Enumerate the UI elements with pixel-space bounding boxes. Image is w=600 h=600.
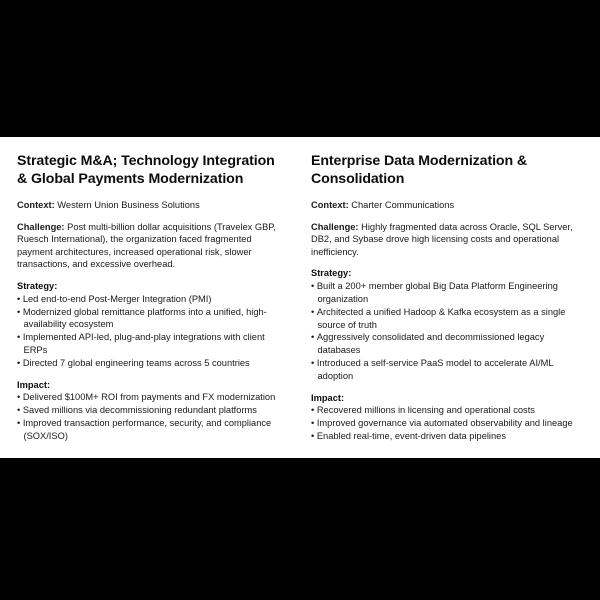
context-label: Context: <box>17 200 55 210</box>
impact-label: Impact: <box>17 379 51 390</box>
column-right-impact-block <box>311 392 583 443</box>
column-left-context <box>17 199 285 212</box>
list-item: • Directed 7 global engineering teams across 5 countries <box>17 357 285 370</box>
list-item: • Recovered millions in licensing and operational costs <box>311 404 583 417</box>
context-value: Western Union Business Solutions <box>54 200 200 210</box>
list-item: • Improved transaction performance, security, and compliance (SOX/ISO) <box>17 417 285 443</box>
column-right-challenge <box>311 221 583 259</box>
list-item: • Enabled real-time, event-driven data pipelines <box>311 430 583 443</box>
impact-label: Impact: <box>311 392 345 403</box>
column-right-strategy-block <box>311 267 583 382</box>
column-right-context <box>311 199 583 212</box>
column-left-title: Strategic M&A; Technology Integration & Global Payments Modernization <box>17 153 275 187</box>
list-item: • Saved millions via decommissioning redundant platforms <box>17 404 285 417</box>
context-label: Context: <box>311 200 349 210</box>
list-item: • Implemented API-led, plug-and-play integrations with client ERPs <box>17 331 285 357</box>
challenge-value: Highly fragmented data across Oracle, SQL Server, DB2, and Sybase drove high licensing costs and operational inefficiency. <box>311 221 573 257</box>
context-value: Charter Communications <box>348 200 455 210</box>
list-item: • Built a 200+ member global Big Data Platform Engineering organization <box>311 280 583 306</box>
column-left-strategy-block <box>17 280 285 370</box>
list-item: • Improved governance via automated observability and lineage <box>311 417 583 430</box>
column-left-challenge <box>17 221 285 271</box>
strategy-list <box>311 280 583 382</box>
challenge-label: Challenge: <box>311 221 359 232</box>
list-item: • Architected a unified Hadoop & Kafka ecosystem as a single source of truth <box>311 306 583 332</box>
list-item: • Aggressively consolidated and decommissioned legacy databases <box>311 331 583 357</box>
impact-list <box>17 391 285 442</box>
strategy-label: Strategy: <box>17 280 58 291</box>
list-item: • Modernized global remittance platforms into a unified, high-availability ecosystem <box>17 306 285 332</box>
impact-list <box>311 404 583 442</box>
case-study-column-right <box>311 153 583 452</box>
column-right-title: Enterprise Data Modernization & Consolidation <box>311 153 528 187</box>
strategy-label: Strategy: <box>311 268 352 279</box>
list-item: • Led end-to-end Post-Merger Integration (PMI) <box>17 293 285 306</box>
column-left-impact-block <box>17 379 285 443</box>
list-item: • Introduced a self-service PaaS model to accelerate AI/ML adoption <box>311 357 583 383</box>
challenge-value: Post multi-billion dollar acquisitions (Travelex GBP, Ruesch International), the organization faced fragmented payment architectures, increased operational risk, slower transactions, and excessive overhead. <box>17 221 276 270</box>
strategy-list <box>17 293 285 370</box>
case-study-column-left <box>17 153 285 452</box>
content-band <box>0 137 600 458</box>
list-item: • Delivered $100M+ ROI from payments and FX modernization <box>17 391 285 404</box>
challenge-label: Challenge: <box>17 221 65 232</box>
